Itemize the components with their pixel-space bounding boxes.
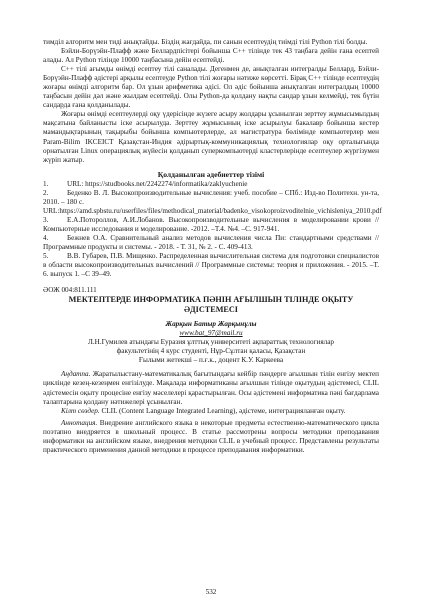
article-title-line-1: МЕКТЕПТЕРДЕ ИНФОРМАТИКА ПӘНІН АҒЫЛШЫН ТІЛІНДЕ ОҚЫТУ [68, 295, 354, 305]
body-paragraph-3: С++ тілі ағымды өнімді есептеу тілі саналады. Дегенмен де, анықталған интегралды Беллард, Бэйли-Борүэйн-Плафф әдістері арқылы есептеуде Python тілі жоғары нәтиже көрсетті. Бірақ С++ тілінде есептеудің жоғары өнімді алгоритм бар. Ол ұзын арифметика әдісі. Ол әдіс бойынша анықталған интегралдың 10000 таңбасын дейін дәл және жылдам есептейді. Олы Python-да қолдану нақты сандар ұзын келмейді, тек бүтін сандарда ғана қолданылады. [43, 65, 379, 110]
udc-code: ӘОЖ 004:811.111 [43, 286, 97, 295]
page [43, 0, 382, 600]
reference-item [43, 189, 379, 207]
body-paragraph-4: Жоғары өнімді есептеулерді оқу үдерісінде жүзеге асыру жолдары ұсынылған зерттеу жұмысымыздың мақсатына байланысты іске асырылуда. Зерттеу жұмысының іске асырылуы бакалавр бойынша кестер мамандықтарының тақырыбы бойынша компьютерлерде, ал магистратура бөлімінде компьютерлер мен Param-Bilim IKCEICT Қазақстан-Индия әдірыртық-коммуникациялық технологиялар оқу орталығында орнатылған Linux операциялық жүйесін қолданып суперкомпьютерді кластерлерінде есептеулер жүргізумен жүріп жатыр. [43, 110, 379, 164]
article-title [43, 295, 379, 315]
keywords-label: Кілт сөздер. [61, 406, 100, 415]
reference-item [43, 206, 382, 216]
abstract-label: Аңдатпа. [61, 370, 91, 379]
affiliation-line-1: Л.Н.Гумилев атындағы Еуразия ұлттық университеті ақпараттық технологиялар [87, 338, 335, 347]
annotation-label: Аннотация. [61, 418, 98, 427]
references-title: Қолданылған әдебиеттер тізімі [157, 169, 265, 179]
keywords [43, 407, 379, 416]
page-number: 532 [205, 588, 217, 596]
keywords-text: CLIL (Content Language Integrated Learning), әдістеме, интеграцияланған оқыту. [101, 406, 346, 415]
reference-text: Бежнев О.А. Сравнительный анализ методов вычисления числа Пи: стандартными средствами // Программные продукты и системы. - 2018. - Т. 31, № 2. - С. 409-413. [43, 233, 379, 251]
reference-item [43, 180, 379, 189]
reference-text: В.В. Губарев, П.В. Мищенко. Распределенная вычислительная система для подготовки специалистов в области высокопроизводительных вычислений // Программные системы: теория и приложения. - 2015. –Т. 6. выпуск 1. –С 39–49. [43, 252, 379, 279]
reference-text: URL:https://amd.spbstu.ru/userfiles/files/methodical_material/badenko_visokoproizvoditelnie_vichisleniya_2010.pdf [43, 206, 382, 215]
author-email[interactable]: www.bat_97@mail.ru [179, 329, 243, 338]
references-list [43, 179, 382, 280]
reference-item [43, 216, 379, 234]
reference-text: URL: https://studbooks.net/2242274/informatika/zaklyuchenie [67, 179, 248, 188]
reference-item [43, 252, 379, 279]
abstract-text: Жаратылыстану-математикалық бағытындағы кейбір пәндерге ағылшын тілін енгізу мектеп циклінде кезең-кезеңмен енгізілуде. Мақалада информатиканы ағылшын тілінде оқытудың әдістемесі, CLIL әдістемесін оқыту процесіне енгізу мәселелері қарастырылған. Осы әдістемені информатика пәні бағдарлама талаптарына қолдану нәтижелері ұсынылған. [43, 370, 380, 406]
reference-number: 3. [43, 215, 49, 224]
supervisor: Ғылыми жетекші – п.ғ.к., доцент К.У. Каркеева [138, 356, 284, 365]
reference-number: 4. [43, 233, 49, 242]
author-name: Жарқын Батыр Жарқынұлы [165, 320, 257, 329]
reference-text: Беденко В. Л. Высокопроизводительные вычисления: учеб. пособие – СПб.: Изд-во Политехн. ун-та, 2010. – 180 с. [43, 188, 379, 206]
reference-number: 2. [43, 188, 49, 197]
reference-text: Е.А.Потороллов, А.И.Лобанов. Высокопроизводительные вычисления в моделировании крови //Компьютерные исследования и моделирование. -2012. –Т.4. №4. –С. 917-941. [43, 215, 379, 233]
reference-number: 5. [43, 252, 49, 261]
article-title-line-2: ӘДІСТЕМЕСІ [184, 305, 238, 315]
reference-number: 1. [43, 179, 49, 188]
body-paragraph-1: тимділ алгоритм мен тиді анықтайды. Біздің жағдайда, пи санын есептеудің тиімді тілі Python тілі болды. [43, 38, 368, 46]
affiliation-line-2: факультетінің 4 курс студенті, Нұр-Сұлтан қаласы, Қазақстан [116, 347, 306, 356]
reference-item [43, 234, 379, 252]
body-paragraph-2: Бэйли-Борүэйн-Плафф және Беллардпісітері бойынша С++ тілінде тек 43 таңбаға дейін ғана есептей алады. Ал Python тілінде 10000 таңбасына дейін есептейді. [43, 47, 379, 65]
annotation [43, 419, 379, 455]
annotation-text: Внедрение английского языка в некоторые предметы естественно-математического цикла поэтапно внедряется в школьный процесс. В статье рассмотрены вопросы методики преподавания информатики на английском языке, внедрения методики CLIL в учебный процесс. Представлены результаты практического применения данной методики в процессе преподавания информатики. [43, 418, 380, 454]
abstract [43, 370, 379, 406]
